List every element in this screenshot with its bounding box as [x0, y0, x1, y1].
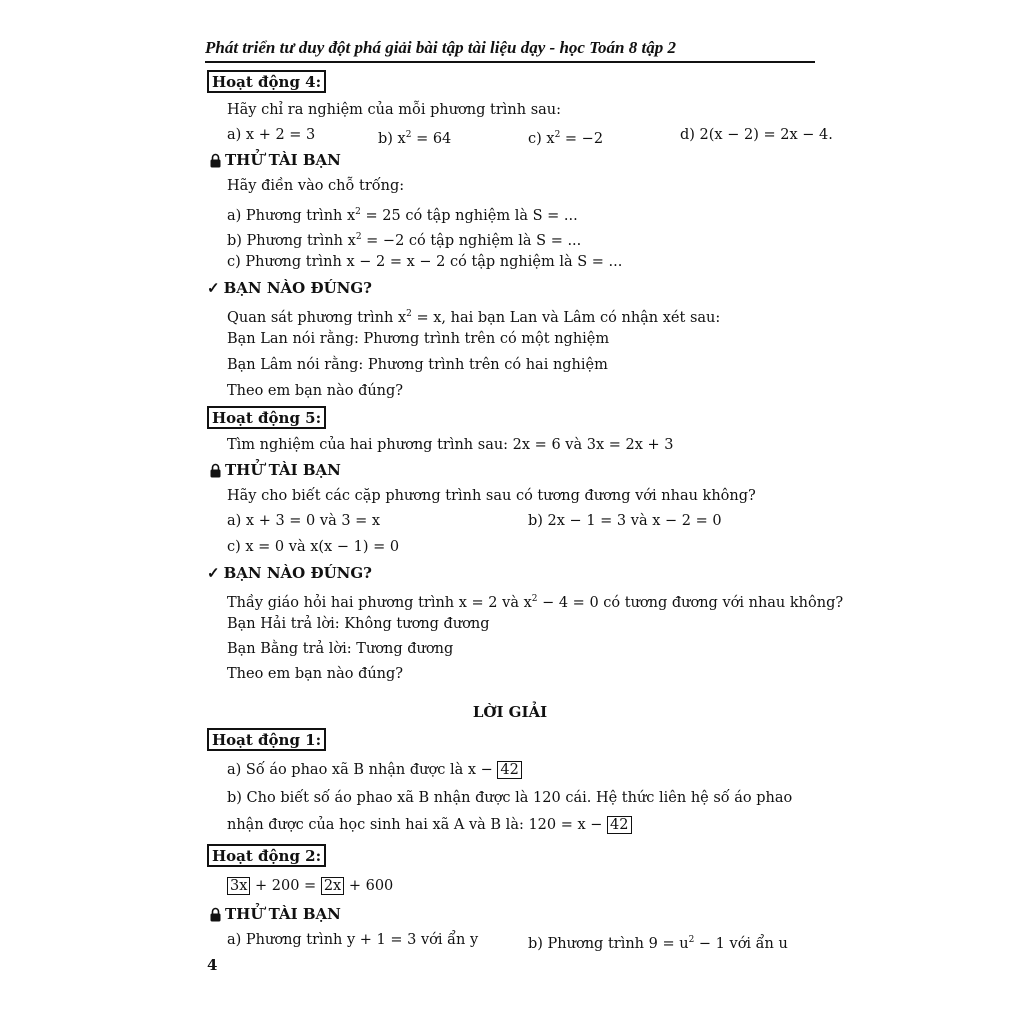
who-is-right-2-title: BẠN NÀO ĐÚNG? [223, 564, 372, 582]
try-section-3-item-a: a) Phương trình y + 1 = 3 với ẩn y [227, 932, 479, 948]
try-section-1-heading [210, 151, 341, 169]
solutions-heading: LỜI GIẢI [472, 703, 548, 721]
activity-5-prompt: Tìm nghiệm của hai phương trình sau: 2x = 6 và 3x = 2x + 3 [227, 437, 674, 453]
try-section-1-item-c: c) Phương trình x − 2 = x − 2 có tập nghiệm là S = ... [227, 254, 623, 270]
activity-4-title: Hoạt động 4: [207, 70, 326, 93]
activity-1-answer-b-line-1: b) Cho biết số áo phao xã B nhận được là 120 cái. Hệ thức liên hệ số áo phao [227, 790, 793, 806]
try-section-1-item-a: a) Phương trình $x^2 = 25$ có tập nghiệm là S = ... [227, 207, 578, 224]
who-is-right-2-heading [207, 564, 372, 582]
activity-4-item-b: b) $x^2 = 64$ [378, 130, 452, 147]
page-number: 4 [207, 956, 218, 974]
activity-4-item-c: c) $x^2 = -2$ [528, 130, 604, 147]
activity-1-answer-a: a) Số áo phao xã B nhận được là x − 42 [227, 761, 522, 779]
activity-1-title: Hoạt động 1: [207, 728, 326, 751]
checkmark-icon: ✓ [207, 279, 220, 297]
lock-icon [210, 907, 221, 922]
who-is-right-2-line-4: Theo em bạn nào đúng? [227, 666, 404, 682]
who-is-right-2-line-2: Bạn Hải trả lời: Không tương đương [227, 616, 490, 632]
answer-box: 3x [227, 877, 250, 895]
try-section-2-prompt: Hãy cho biết các cặp phương trình sau có tương đương với nhau không? [227, 488, 756, 504]
answer-box: 2x [321, 877, 344, 895]
activity-4-item-a: a) x + 2 = 3 [227, 127, 316, 143]
answer-box: 42 [607, 816, 631, 834]
activity-1-answer-b-line-2: nhận được của học sinh hai xã A và B là: 120 = x − 42 [227, 816, 632, 834]
try-section-2-item-a: a) x + 3 = 0 và 3 = x [227, 513, 381, 529]
who-is-right-1-line-4: Theo em bạn nào đúng? [227, 383, 404, 399]
try-section-2-heading [210, 461, 341, 479]
try-section-3-heading [210, 905, 341, 923]
try-section-1-item-b: b) Phương trình $x^2 = -2$ có tập nghiệm là S = ... [227, 232, 582, 249]
who-is-right-1-line-1: Quan sát phương trình $x^2 = x$, hai bạn Lan và Lâm có nhận xét sau: [227, 309, 721, 326]
who-is-right-1-title: BẠN NÀO ĐÚNG? [223, 279, 372, 297]
try-section-2-item-b: b) 2x − 1 = 3 và x − 2 = 0 [528, 513, 722, 529]
try-section-2-title: THỬ TÀI BẠN [225, 461, 341, 479]
who-is-right-2-line-1: Thầy giáo hỏi hai phương trình x = 2 và $x^2 - 4 = 0$ có tương đương với nhau không? [227, 594, 844, 611]
who-is-right-1-heading [207, 279, 372, 297]
lock-icon [210, 463, 221, 478]
who-is-right-1-line-2: Bạn Lan nói rằng: Phương trình trên có một nghiệm [227, 331, 610, 347]
lock-icon [210, 153, 221, 168]
answer-box: 42 [497, 761, 521, 779]
activity-2-answer: 3x + 200 = 2x + 600 [227, 877, 393, 895]
checkmark-icon: ✓ [207, 564, 220, 582]
try-section-2-item-c: c) x = 0 và x(x − 1) = 0 [227, 539, 400, 555]
activity-2-title: Hoạt động 2: [207, 844, 326, 867]
try-section-1-prompt: Hãy điền vào chỗ trống: [227, 178, 405, 194]
try-section-1-title: THỬ TÀI BẠN [225, 151, 341, 169]
try-section-3-title: THỬ TÀI BẠN [225, 905, 341, 923]
try-section-3-item-b: b) Phương trình $9 = u^2 - 1$ với ẩn u [528, 935, 788, 952]
activity-5-title: Hoạt động 5: [207, 406, 326, 429]
who-is-right-2-line-3: Bạn Bằng trả lời: Tương đương [227, 641, 454, 657]
page-header: Phát triển tư duy đột phá giải bài tập tài liệu dạy - học Toán 8 tập 2 [205, 38, 815, 63]
activity-4-prompt: Hãy chỉ ra nghiệm của mỗi phương trình sau: [227, 102, 562, 118]
who-is-right-1-line-3: Bạn Lâm nói rằng: Phương trình trên có hai nghiệm [227, 357, 608, 373]
activity-4-item-d: d) 2(x − 2) = 2x − 4. [680, 127, 833, 143]
